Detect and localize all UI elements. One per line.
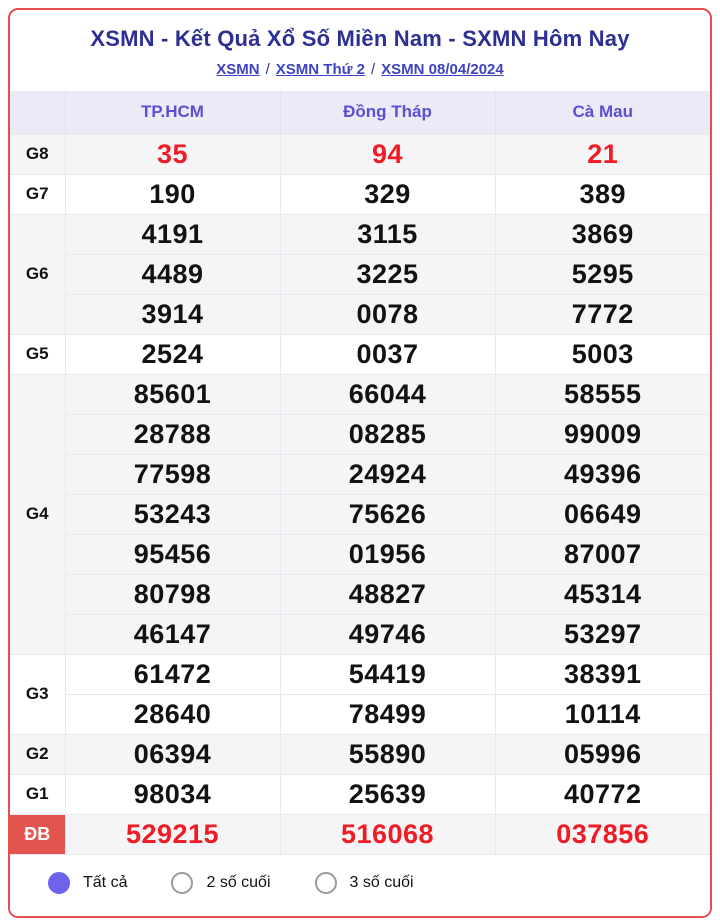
- prize-number: 0037: [280, 334, 495, 374]
- prize-number: 05996: [495, 734, 710, 774]
- prize-number: 3115: [280, 214, 495, 254]
- prize-number: 4489: [65, 254, 280, 294]
- table-row: [10, 534, 710, 574]
- prize-label: G6: [10, 214, 65, 334]
- table-row: [10, 654, 710, 694]
- prize-number: 08285: [280, 414, 495, 454]
- table-row: [10, 494, 710, 534]
- prize-number: 06394: [65, 734, 280, 774]
- prize-number: 53243: [65, 494, 280, 534]
- table-row: [10, 694, 710, 734]
- prize-label: G5: [10, 334, 65, 374]
- table-row: [10, 174, 710, 214]
- prize-number: 58555: [495, 374, 710, 414]
- column-header-row: [10, 91, 710, 134]
- table-row: [10, 454, 710, 494]
- prize-number: 45314: [495, 574, 710, 614]
- lottery-results-card: [8, 8, 712, 918]
- prize-number: 35: [65, 134, 280, 174]
- table-row: [10, 734, 710, 774]
- table-row: [10, 134, 710, 174]
- table-row: [10, 254, 710, 294]
- prize-label: G1: [10, 774, 65, 814]
- filter-option-label: 2 số cuối: [206, 873, 271, 891]
- prize-number: 4191: [65, 214, 280, 254]
- prize-number: 28788: [65, 414, 280, 454]
- filter-option[interactable]: [315, 872, 414, 894]
- filter-option[interactable]: [171, 872, 270, 894]
- prize-number: 80798: [65, 574, 280, 614]
- filter-option-label: 3 số cuối: [349, 873, 414, 891]
- prize-number: 21: [495, 134, 710, 174]
- prize-number: 40772: [495, 774, 710, 814]
- prize-number: 389: [495, 174, 710, 214]
- column-header-empty: [10, 91, 65, 134]
- prize-number: 28640: [65, 694, 280, 734]
- breadcrumb-link-xsmn[interactable]: XSMN: [216, 61, 260, 78]
- prize-number: 95456: [65, 534, 280, 574]
- prize-label: G4: [10, 374, 65, 654]
- column-header-tphcm: TP.HCM: [65, 91, 280, 134]
- column-header-dong-thap: Đồng Tháp: [280, 91, 495, 134]
- prize-number: 94: [280, 134, 495, 174]
- prize-number: 2524: [65, 334, 280, 374]
- prize-number: 61472: [65, 654, 280, 694]
- prize-number: 190: [65, 174, 280, 214]
- prize-number: 75626: [280, 494, 495, 534]
- prize-label: G2: [10, 734, 65, 774]
- filter-option-label: Tất cả: [83, 873, 128, 891]
- radio-unselected-icon[interactable]: [171, 872, 193, 894]
- prize-number: 06649: [495, 494, 710, 534]
- prize-number: 54419: [280, 654, 495, 694]
- prize-number: 98034: [65, 774, 280, 814]
- prize-number: 7772: [495, 294, 710, 334]
- radio-selected-icon[interactable]: [48, 872, 70, 894]
- table-row: [10, 614, 710, 654]
- table-row: [10, 574, 710, 614]
- prize-number: 3914: [65, 294, 280, 334]
- table-row: [10, 334, 710, 374]
- table-row: [10, 294, 710, 334]
- prize-number: 49396: [495, 454, 710, 494]
- prize-number: 77598: [65, 454, 280, 494]
- page-title: XSMN - Kết Quả Xổ Số Miền Nam - SXMN Hôm Nay: [90, 26, 630, 51]
- results-table-body: [10, 134, 710, 854]
- prize-number: 3869: [495, 214, 710, 254]
- table-row: [10, 214, 710, 254]
- prize-number: 329: [280, 174, 495, 214]
- prize-number: 78499: [280, 694, 495, 734]
- prize-number: 5295: [495, 254, 710, 294]
- breadcrumb-link-xsmn-date[interactable]: XSMN 08/04/2024: [381, 61, 504, 78]
- prize-number: 49746: [280, 614, 495, 654]
- prize-number: 24924: [280, 454, 495, 494]
- breadcrumb: [10, 61, 710, 78]
- filter-option[interactable]: [48, 872, 127, 894]
- radio-unselected-icon[interactable]: [315, 872, 337, 894]
- prize-number: 99009: [495, 414, 710, 454]
- prize-number: 529215: [65, 814, 280, 854]
- prize-label: G7: [10, 174, 65, 214]
- prize-number: 38391: [495, 654, 710, 694]
- prize-number: 3225: [280, 254, 495, 294]
- table-row: [10, 814, 710, 854]
- prize-number: 53297: [495, 614, 710, 654]
- breadcrumb-separator: /: [265, 61, 270, 78]
- breadcrumb-separator: /: [370, 61, 376, 78]
- prize-number: 25639: [280, 774, 495, 814]
- prize-number: 516068: [280, 814, 495, 854]
- prize-label: G8: [10, 134, 65, 174]
- filter-radio-group: [10, 855, 710, 916]
- prize-number: 46147: [65, 614, 280, 654]
- prize-number: 85601: [65, 374, 280, 414]
- column-header-ca-mau: Cà Mau: [495, 91, 710, 134]
- prize-number: 55890: [280, 734, 495, 774]
- table-row: [10, 414, 710, 454]
- prize-number: 01956: [280, 534, 495, 574]
- prize-number: 037856: [495, 814, 710, 854]
- prize-number: 48827: [280, 574, 495, 614]
- prize-number: 66044: [280, 374, 495, 414]
- results-table: [10, 91, 710, 855]
- prize-number: 87007: [495, 534, 710, 574]
- table-row: [10, 374, 710, 414]
- prize-label: G3: [10, 654, 65, 734]
- table-row: [10, 774, 710, 814]
- prize-number: 5003: [495, 334, 710, 374]
- prize-number: 10114: [495, 694, 710, 734]
- prize-label: ĐB: [10, 814, 65, 854]
- breadcrumb-link-xsmn-thu-2[interactable]: XSMN Thứ 2: [275, 61, 365, 78]
- prize-number: 0078: [280, 294, 495, 334]
